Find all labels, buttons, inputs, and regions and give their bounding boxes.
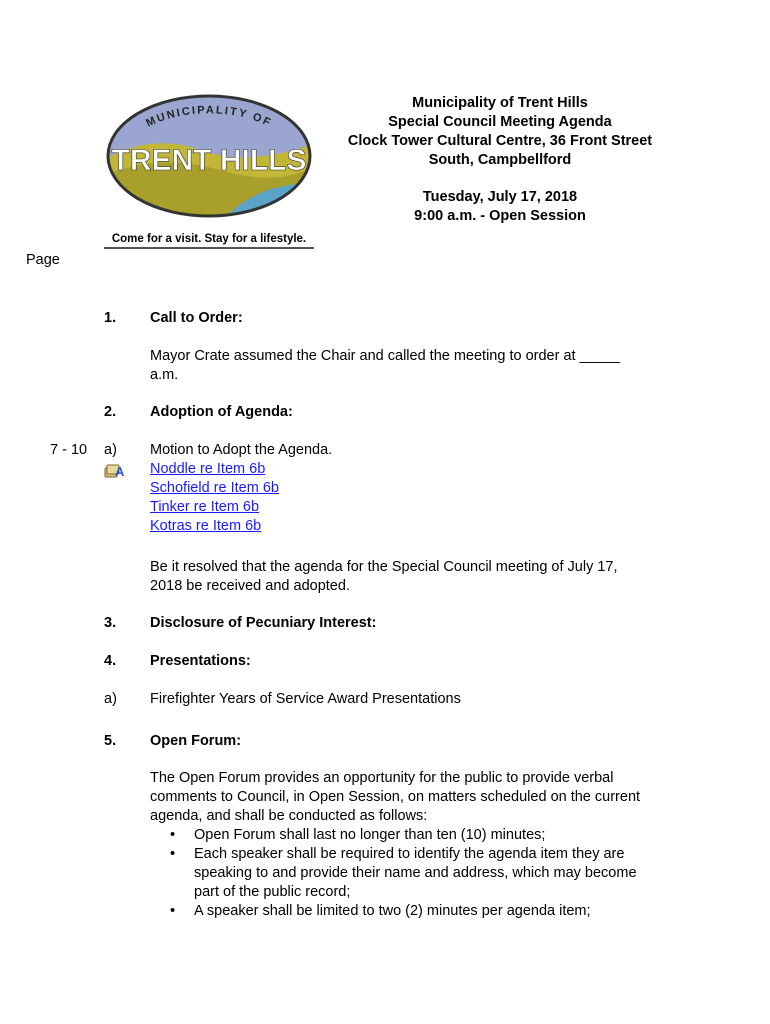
list-item (150, 845, 670, 902)
item-2a-resolution (150, 558, 670, 596)
item-4-number: 4. (104, 653, 117, 669)
list-item (150, 826, 670, 845)
open-forum-rules-list (150, 826, 670, 921)
trent-hills-logo (100, 92, 318, 252)
bullet-text: A speaker shall be limited to two (2) minutes per agenda item; (194, 903, 591, 919)
item-2a-body (150, 441, 670, 536)
resolution-line: Be it resolved that the agenda for the Special Council meeting of July 17, (150, 559, 618, 575)
item-5-body (150, 769, 670, 921)
item-2a-pages: 7 - 10 (50, 442, 88, 458)
link-schofield-item-6b[interactable]: Schofield re Item 6b (150, 480, 279, 496)
page-column-label: Page (26, 252, 60, 268)
item-1-text-line: Mayor Crate assumed the Chair and called the meeting to order at _____ (150, 348, 620, 364)
bullet-text: speaking to and provide their name and address, which may become (194, 865, 637, 881)
item-4a-title: Firefighter Years of Service Award Presentations (150, 691, 461, 707)
bullet-text: part of the public record; (194, 884, 351, 900)
link-noddle-item-6b[interactable]: Noddle re Item 6b (150, 461, 266, 477)
header-date: Tuesday, July 17, 2018 (422, 189, 578, 205)
item-3-number: 3. (104, 615, 117, 631)
item-4-title: Presentations: (150, 653, 251, 669)
resolution-line: 2018 be received and adopted. (150, 578, 350, 594)
bullet-marker: • (170, 846, 176, 862)
bullet-text: Each speaker shall be required to identify the agenda item they are (194, 846, 625, 862)
logo-arc-text: MUNICIPALITY OF (144, 104, 274, 130)
item-1-title: Call to Order: (150, 310, 243, 326)
bullet-marker: • (170, 827, 176, 843)
item-2-number: 2. (104, 404, 117, 420)
item-4a-letter: a) (104, 691, 117, 707)
header-location: Clock Tower Cultural Centre, 36 Front Street (347, 133, 653, 149)
bullet-marker: • (170, 903, 176, 919)
header-agenda-title: Special Council Meeting Agenda (388, 114, 612, 130)
item-5-number: 5. (104, 733, 117, 749)
link-kotras-item-6b[interactable]: Kotras re Item 6b (150, 518, 262, 534)
item-3-title: Disclosure of Pecuniary Interest: (150, 615, 377, 631)
item-2a-title: Motion to Adopt the Agenda. (150, 442, 333, 458)
item-2-title: Adoption of Agenda: (150, 404, 293, 420)
item-1-text-line: a.m. (150, 367, 179, 383)
item-5-intro-line: The Open Forum provides an opportunity for the public to provide verbal (150, 770, 614, 786)
logo-tagline: Come for a visit. Stay for a lifestyle. (111, 233, 307, 245)
item-5-intro-line: agenda, and shall be conducted as follows: (150, 808, 428, 824)
meeting-header (330, 94, 670, 226)
header-municipality: Municipality of Trent Hills (412, 95, 588, 111)
header-time: 9:00 a.m. - Open Session (414, 208, 586, 224)
svg-text:A: A (115, 464, 125, 478)
header-location-city: South, Campbellford (428, 152, 572, 168)
item-1-text (150, 347, 670, 385)
item-2a-letter: a) (104, 442, 117, 458)
link-tinker-item-6b[interactable]: Tinker re Item 6b (150, 499, 260, 515)
item-1-number: 1. (104, 310, 117, 326)
attachment-icon[interactable] (104, 462, 126, 478)
bullet-text: Open Forum shall last no longer than ten (10) minutes; (194, 827, 546, 843)
logo-name: TRENT HILLS (111, 144, 307, 177)
item-5-intro-line: comments to Council, in Open Session, on matters scheduled on the current (150, 789, 641, 805)
item-5-title: Open Forum: (150, 733, 242, 749)
list-item (150, 902, 670, 921)
